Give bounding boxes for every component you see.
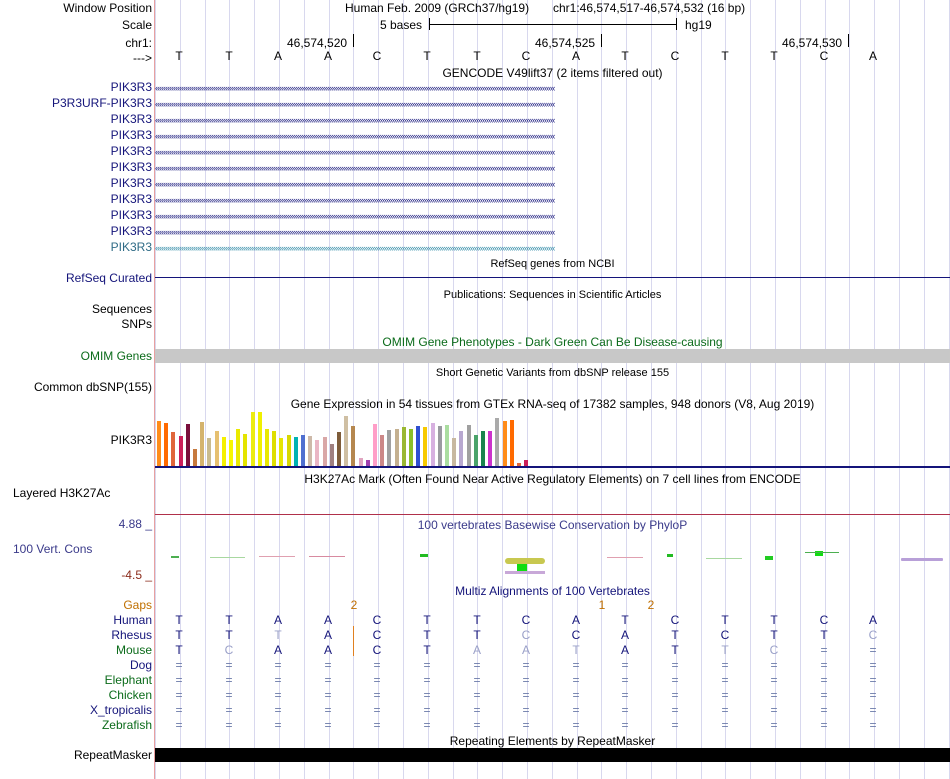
alignment-base: =	[721, 718, 729, 732]
gencode-track-title: GENCODE V49lift37 (2 items filtered out)	[442, 66, 663, 80]
alignment-base: C	[521, 628, 531, 642]
gencode-item-label[interactable]: PIK3R3	[110, 112, 152, 126]
h3k27ac-line[interactable]	[155, 514, 950, 515]
alignment-base: T	[721, 643, 729, 657]
reference-base: C	[372, 49, 382, 63]
ruler-tick	[601, 34, 602, 47]
gtex-tissue-bar[interactable]	[294, 437, 298, 466]
gencode-transcript-line[interactable]: ‹‹‹‹‹‹‹‹‹‹‹‹‹‹‹‹‹‹‹‹‹‹‹‹‹‹‹‹‹‹‹‹‹‹‹‹‹‹‹‹‹‹‹‹‹‹‹‹‹‹‹‹‹‹‹‹‹‹‹‹‹‹‹‹‹‹‹‹‹‹‹‹‹‹‹‹‹‹‹‹‹‹‹‹‹‹‹‹‹‹‹‹‹‹‹‹‹‹‹‹‹‹‹‹‹‹‹‹‹‹‹‹‹‹‹‹‹‹‹‹‹‹‹‹‹‹‹‹‹‹‹‹‹‹‹‹‹‹‹‹‹‹‹‹‹‹‹‹‹‹‹‹‹‹‹‹‹‹‹‹‹‹‹‹‹‹‹‹‹‹‹‹‹‹‹‹‹‹‹‹‹‹‹‹‹‹‹‹‹‹‹‹‹‹‹‹‹‹‹‹	[155, 147, 555, 157]
gtex-tissue-bar[interactable]	[431, 423, 435, 466]
gencode-item-label[interactable]: P3R3URF-PIK3R3	[51, 96, 152, 110]
gencode-item-label[interactable]: PIK3R3	[110, 192, 152, 206]
reference-base: A	[323, 49, 332, 63]
alignment-base: =	[225, 718, 233, 732]
gencode-transcript-line[interactable]: ‹‹‹‹‹‹‹‹‹‹‹‹‹‹‹‹‹‹‹‹‹‹‹‹‹‹‹‹‹‹‹‹‹‹‹‹‹‹‹‹‹‹‹‹‹‹‹‹‹‹‹‹‹‹‹‹‹‹‹‹‹‹‹‹‹‹‹‹‹‹‹‹‹‹‹‹‹‹‹‹‹‹‹‹‹‹‹‹‹‹‹‹‹‹‹‹‹‹‹‹‹‹‹‹‹‹‹‹‹‹‹‹‹‹‹‹‹‹‹‹‹‹‹‹‹‹‹‹‹‹‹‹‹‹‹‹‹‹‹‹‹‹‹‹‹‹‹‹‹‹‹‹‹‹‹‹‹‹‹‹‹‹‹‹‹‹‹‹‹‹‹‹‹‹‹‹‹‹‹‹‹‹‹‹‹‹‹‹‹‹‹‹‹‹‹‹‹‹‹‹	[155, 211, 555, 221]
alignment-base: =	[473, 703, 481, 717]
alignment-base: C	[372, 613, 382, 627]
insertion-marker	[353, 626, 354, 656]
species-label-human: Human	[113, 613, 152, 627]
alignment-base: =	[671, 658, 679, 672]
gtex-tissue-bar[interactable]	[171, 432, 175, 466]
alignment-base: A	[571, 613, 580, 627]
gencode-transcript-line[interactable]: ‹‹‹‹‹‹‹‹‹‹‹‹‹‹‹‹‹‹‹‹‹‹‹‹‹‹‹‹‹‹‹‹‹‹‹‹‹‹‹‹‹‹‹‹‹‹‹‹‹‹‹‹‹‹‹‹‹‹‹‹‹‹‹‹‹‹‹‹‹‹‹‹‹‹‹‹‹‹‹‹‹‹‹‹‹‹‹‹‹‹‹‹‹‹‹‹‹‹‹‹‹‹‹‹‹‹‹‹‹‹‹‹‹‹‹‹‹‹‹‹‹‹‹‹‹‹‹‹‹‹‹‹‹‹‹‹‹‹‹‹‹‹‹‹‹‹‹‹‹‹‹‹‹‹‹‹‹‹‹‹‹‹‹‹‹‹‹‹‹‹‹‹‹‹‹‹‹‹‹‹‹‹‹‹‹‹‹‹‹‹‹‹‹‹‹‹‹‹‹‹	[155, 195, 555, 205]
species-label-dog: Dog	[129, 658, 152, 672]
alignment-base: =	[522, 688, 530, 702]
alignment-base: C	[372, 643, 382, 657]
gap-count: 2	[647, 598, 655, 612]
alignment-base: A	[620, 628, 629, 642]
phylop-values	[171, 551, 943, 574]
repeatmasker-track-label[interactable]: RepeatMasker	[73, 748, 152, 762]
repeatmasker-bar[interactable]	[155, 748, 950, 762]
gencode-transcript-line[interactable]: ‹‹‹‹‹‹‹‹‹‹‹‹‹‹‹‹‹‹‹‹‹‹‹‹‹‹‹‹‹‹‹‹‹‹‹‹‹‹‹‹‹‹‹‹‹‹‹‹‹‹‹‹‹‹‹‹‹‹‹‹‹‹‹‹‹‹‹‹‹‹‹‹‹‹‹‹‹‹‹‹‹‹‹‹‹‹‹‹‹‹‹‹‹‹‹‹‹‹‹‹‹‹‹‹‹‹‹‹‹‹‹‹‹‹‹‹‹‹‹‹‹‹‹‹‹‹‹‹‹‹‹‹‹‹‹‹‹‹‹‹‹‹‹‹‹‹‹‹‹‹‹‹‹‹‹‹‹‹‹‹‹‹‹‹‹‹‹‹‹‹‹‹‹‹‹‹‹‹‹‹‹‹‹‹‹‹‹‹‹‹‹‹‹‹‹‹‹‹‹‹	[155, 179, 555, 189]
gtex-tissue-bar[interactable]	[229, 440, 233, 466]
alignment-base: =	[770, 703, 778, 717]
gtex-tissue-bar[interactable]	[258, 412, 262, 466]
alignment-base: C	[769, 643, 779, 657]
gencode-item-label[interactable]: PIK3R3	[110, 128, 152, 142]
gencode-transcript-line[interactable]: ‹‹‹‹‹‹‹‹‹‹‹‹‹‹‹‹‹‹‹‹‹‹‹‹‹‹‹‹‹‹‹‹‹‹‹‹‹‹‹‹‹‹‹‹‹‹‹‹‹‹‹‹‹‹‹‹‹‹‹‹‹‹‹‹‹‹‹‹‹‹‹‹‹‹‹‹‹‹‹‹‹‹‹‹‹‹‹‹‹‹‹‹‹‹‹‹‹‹‹‹‹‹‹‹‹‹‹‹‹‹‹‹‹‹‹‹‹‹‹‹‹‹‹‹‹‹‹‹‹‹‹‹‹‹‹‹‹‹‹‹‹‹‹‹‹‹‹‹‹‹‹‹‹‹‹‹‹‹‹‹‹‹‹‹‹‹‹‹‹‹‹‹‹‹‹‹‹‹‹‹‹‹‹‹‹‹‹‹‹‹‹‹‹‹‹‹‹‹‹‹	[155, 83, 555, 93]
alignment-base: T	[671, 628, 679, 642]
alignment-base: =	[572, 688, 580, 702]
multiz-track-title: Multiz Alignments of 100 Vertebrates	[455, 584, 650, 598]
alignment-base: =	[373, 688, 381, 702]
phylop-track-label[interactable]: 100 Vert. Cons	[13, 542, 93, 556]
gtex-tissue-bar[interactable]	[251, 412, 255, 466]
gtex-tissue-bar[interactable]	[510, 420, 514, 466]
reference-base: C	[521, 49, 531, 63]
omim-track-label[interactable]: OMIM Genes	[80, 349, 152, 363]
species-label-chicken: Chicken	[108, 688, 152, 702]
alignment-base: =	[324, 703, 332, 717]
alignment-base: =	[621, 673, 629, 687]
ruler-tick	[848, 34, 849, 47]
gencode-transcript-line[interactable]: ‹‹‹‹‹‹‹‹‹‹‹‹‹‹‹‹‹‹‹‹‹‹‹‹‹‹‹‹‹‹‹‹‹‹‹‹‹‹‹‹‹‹‹‹‹‹‹‹‹‹‹‹‹‹‹‹‹‹‹‹‹‹‹‹‹‹‹‹‹‹‹‹‹‹‹‹‹‹‹‹‹‹‹‹‹‹‹‹‹‹‹‹‹‹‹‹‹‹‹‹‹‹‹‹‹‹‹‹‹‹‹‹‹‹‹‹‹‹‹‹‹‹‹‹‹‹‹‹‹‹‹‹‹‹‹‹‹‹‹‹‹‹‹‹‹‹‹‹‹‹‹‹‹‹‹‹‹‹‹‹‹‹‹‹‹‹‹‹‹‹‹‹‹‹‹‹‹‹‹‹‹‹‹‹‹‹‹‹‹‹‹‹‹‹‹‹‹‹‹‹	[155, 115, 555, 125]
alignment-base: =	[820, 703, 828, 717]
dbsnp-track-label[interactable]: Common dbSNP(155)	[33, 380, 152, 394]
refseq-track-label[interactable]: RefSeq Curated	[65, 271, 152, 285]
strand-arrow-label: --->	[133, 51, 152, 65]
alignment-base: =	[721, 688, 729, 702]
alignment-base: =	[770, 658, 778, 672]
reference-base: T	[770, 49, 778, 63]
alignment-base: T	[175, 643, 183, 657]
gtex-tissue-bar[interactable]	[337, 432, 341, 466]
alignment-base: =	[225, 703, 233, 717]
gencode-transcript-line[interactable]: ‹‹‹‹‹‹‹‹‹‹‹‹‹‹‹‹‹‹‹‹‹‹‹‹‹‹‹‹‹‹‹‹‹‹‹‹‹‹‹‹‹‹‹‹‹‹‹‹‹‹‹‹‹‹‹‹‹‹‹‹‹‹‹‹‹‹‹‹‹‹‹‹‹‹‹‹‹‹‹‹‹‹‹‹‹‹‹‹‹‹‹‹‹‹‹‹‹‹‹‹‹‹‹‹‹‹‹‹‹‹‹‹‹‹‹‹‹‹‹‹‹‹‹‹‹‹‹‹‹‹‹‹‹‹‹‹‹‹‹‹‹‹‹‹‹‹‹‹‹‹‹‹‹‹‹‹‹‹‹‹‹‹‹‹‹‹‹‹‹‹‹‹‹‹‹‹‹‹‹‹‹‹‹‹‹‹‹‹‹‹‹‹‹‹‹‹‹‹‹‹	[155, 163, 555, 173]
alignment-base: =	[175, 658, 183, 672]
gencode-item-label[interactable]: PIK3R3	[110, 208, 152, 222]
gtex-tissue-bar[interactable]	[438, 426, 442, 466]
alignment-base: =	[373, 658, 381, 672]
phylop-max-label: 4.88 _	[118, 517, 152, 531]
gencode-item-label[interactable]: PIK3R3	[110, 240, 152, 254]
scale-db: hg19	[685, 18, 712, 32]
alignment-base: =	[770, 673, 778, 687]
alignment-base: T	[770, 628, 778, 642]
reference-base: A	[571, 49, 580, 63]
species-label-zebrafish: Zebrafish	[101, 718, 152, 732]
chr-label: chr1:	[125, 36, 152, 50]
gencode-transcript-line[interactable]: ‹‹‹‹‹‹‹‹‹‹‹‹‹‹‹‹‹‹‹‹‹‹‹‹‹‹‹‹‹‹‹‹‹‹‹‹‹‹‹‹‹‹‹‹‹‹‹‹‹‹‹‹‹‹‹‹‹‹‹‹‹‹‹‹‹‹‹‹‹‹‹‹‹‹‹‹‹‹‹‹‹‹‹‹‹‹‹‹‹‹‹‹‹‹‹‹‹‹‹‹‹‹‹‹‹‹‹‹‹‹‹‹‹‹‹‹‹‹‹‹‹‹‹‹‹‹‹‹‹‹‹‹‹‹‹‹‹‹‹‹‹‹‹‹‹‹‹‹‹‹‹‹‹‹‹‹‹‹‹‹‹‹‹‹‹‹‹‹‹‹‹‹‹‹‹‹‹‹‹‹‹‹‹‹‹‹‹‹‹‹‹‹‹‹‹‹‹‹‹‹	[155, 243, 555, 253]
alignment-base: =	[324, 658, 332, 672]
alignment-base: =	[869, 703, 877, 717]
alignment-base: =	[869, 643, 877, 657]
alignment-base: =	[324, 673, 332, 687]
alignment-base: T	[572, 643, 580, 657]
gtex-tissue-bar[interactable]	[193, 449, 197, 466]
reference-sequence	[155, 49, 950, 63]
reference-base: A	[273, 49, 282, 63]
alignment-base: =	[373, 673, 381, 687]
gtex-tissue-bar[interactable]	[387, 430, 391, 466]
gtex-tissue-bar[interactable]	[236, 429, 240, 466]
phylop-min-label: -4.5 _	[121, 568, 152, 582]
h3k27ac-track-title: H3K27Ac Mark (Often Found Near Active Regulatory Elements) on 7 cell lines from ENCODE	[304, 472, 801, 486]
gtex-tissue-bar[interactable]	[222, 437, 226, 466]
alignment-base: =	[621, 703, 629, 717]
alignment-base: T	[621, 613, 629, 627]
alignment-base: C	[571, 628, 581, 642]
gtex-tissue-bar[interactable]	[215, 431, 219, 466]
gtex-tissue-bar[interactable]	[452, 438, 456, 466]
alignment-base: =	[721, 658, 729, 672]
gaps-label: Gaps	[123, 598, 152, 612]
alignment-base: T	[473, 628, 481, 642]
assembly-title: Human Feb. 2009 (GRCh37/hg19)	[345, 1, 530, 15]
alignment-base: =	[671, 718, 679, 732]
alignment-base: =	[572, 718, 580, 732]
alignment-base: =	[175, 718, 183, 732]
refseq-line[interactable]	[155, 277, 950, 278]
gtex-tissue-bar[interactable]	[330, 444, 334, 466]
publications-track-title: Publications: Sequences in Scientific Articles	[443, 289, 662, 301]
alignment-base: =	[274, 688, 282, 702]
reference-base: T	[473, 49, 481, 63]
gtex-tissue-bar[interactable]	[207, 438, 211, 466]
alignment-base: =	[473, 658, 481, 672]
alignment-base: =	[869, 673, 877, 687]
species-label-xtropicalis: X_tropicalis	[89, 703, 152, 717]
alignment-base: =	[621, 658, 629, 672]
alignment-base: C	[670, 613, 680, 627]
alignment-base: T	[175, 628, 183, 642]
gtex-tissue-bar[interactable]	[402, 427, 406, 466]
alignment-base: C	[868, 628, 878, 642]
alignment-base: T	[770, 613, 778, 627]
gtex-tissue-bar[interactable]	[409, 429, 413, 466]
alignment-base: =	[820, 718, 828, 732]
gencode-item-label[interactable]: PIK3R3	[110, 160, 152, 174]
alignment-base: =	[522, 673, 530, 687]
alignment-base: =	[473, 688, 481, 702]
gtex-baseline	[155, 466, 950, 468]
ruler-tick-label: 46,574,520	[287, 36, 348, 50]
alignment-base: =	[820, 673, 828, 687]
alignment-base: =	[274, 658, 282, 672]
gtex-track-title: Gene Expression in 54 tissues from GTEx RNA-seq of 17382 samples, 948 donors (V8, Aug 2019)	[290, 397, 815, 411]
gencode-item-label[interactable]: PIK3R3	[110, 80, 152, 94]
alignment-base: T	[423, 628, 431, 642]
ruler-tick	[353, 34, 354, 47]
alignment-base: =	[473, 673, 481, 687]
gtex-bar-graph[interactable]	[155, 411, 950, 466]
alignment-base: =	[423, 703, 431, 717]
h3k27ac-track-label[interactable]: Layered H3K27Ac	[13, 486, 111, 500]
alignment-base: =	[671, 688, 679, 702]
alignment-base: A	[273, 613, 282, 627]
alignment-base: =	[274, 673, 282, 687]
alignment-base: C	[521, 613, 531, 627]
alignment-base: =	[522, 718, 530, 732]
gtex-tissue-bar[interactable]	[416, 426, 420, 466]
gtex-tissue-bar[interactable]	[323, 437, 327, 466]
publications-snps-label[interactable]: SNPs	[121, 317, 152, 331]
phylop-track-title: 100 vertebrates Basewise Conservation by PhyloP	[417, 518, 688, 532]
alignment-base: =	[423, 718, 431, 732]
gap-count: 2	[350, 598, 358, 612]
publications-sequences-label[interactable]: Sequences	[91, 302, 152, 316]
alignment-base: =	[225, 688, 233, 702]
gtex-tissue-bar[interactable]	[474, 435, 478, 466]
gencode-transcript-line[interactable]: ‹‹‹‹‹‹‹‹‹‹‹‹‹‹‹‹‹‹‹‹‹‹‹‹‹‹‹‹‹‹‹‹‹‹‹‹‹‹‹‹‹‹‹‹‹‹‹‹‹‹‹‹‹‹‹‹‹‹‹‹‹‹‹‹‹‹‹‹‹‹‹‹‹‹‹‹‹‹‹‹‹‹‹‹‹‹‹‹‹‹‹‹‹‹‹‹‹‹‹‹‹‹‹‹‹‹‹‹‹‹‹‹‹‹‹‹‹‹‹‹‹‹‹‹‹‹‹‹‹‹‹‹‹‹‹‹‹‹‹‹‹‹‹‹‹‹‹‹‹‹‹‹‹‹‹‹‹‹‹‹‹‹‹‹‹‹‹‹‹‹‹‹‹‹‹‹‹‹‹‹‹‹‹‹‹‹‹‹‹‹‹‹‹‹‹‹‹‹‹‹	[155, 99, 555, 109]
gtex-tissue-bar[interactable]	[423, 427, 427, 466]
alignment-base: =	[820, 688, 828, 702]
omim-track-title: OMIM Gene Phenotypes - Dark Green Can Be Disease-causing	[382, 335, 723, 349]
alignment-base: =	[572, 673, 580, 687]
reference-base: T	[621, 49, 629, 63]
gtex-tissue-bar[interactable]	[395, 429, 399, 466]
gtex-tissue-bar[interactable]	[315, 440, 319, 466]
alignment-base: =	[423, 673, 431, 687]
alignment-base: A	[868, 613, 877, 627]
alignment-base: C	[819, 613, 829, 627]
species-label-elephant: Elephant	[104, 673, 152, 687]
gap-count: 1	[598, 598, 606, 612]
reference-base: T	[721, 49, 729, 63]
alignment-base: C	[720, 628, 730, 642]
alignment-base: =	[671, 703, 679, 717]
gtex-tissue-bar[interactable]	[344, 416, 348, 466]
gtex-tissue-bar[interactable]	[157, 421, 161, 466]
reference-base: A	[868, 49, 877, 63]
repeatmasker-track-title: Repeating Elements by RepeatMasker	[449, 734, 656, 748]
alignment-base: T	[721, 613, 729, 627]
gtex-tissue-bar[interactable]	[164, 423, 168, 466]
window-position-label: Window Position	[63, 1, 152, 15]
alignment-base: =	[175, 673, 183, 687]
alignment-base: =	[225, 658, 233, 672]
gtex-tissue-bar[interactable]	[279, 438, 283, 466]
alignment-base: A	[273, 643, 282, 657]
gtex-tissue-bar[interactable]	[351, 426, 355, 466]
position-readout: chr1:46,574,517-46,574,532 (16 bp)	[553, 1, 746, 15]
gencode-item-label[interactable]: PIK3R3	[110, 176, 152, 190]
alignment-base: A	[323, 643, 332, 657]
alignment-base: C	[224, 643, 234, 657]
gtex-tissue-bar[interactable]	[495, 418, 499, 466]
reference-base: C	[819, 49, 829, 63]
alignment-base: =	[869, 688, 877, 702]
alignment-base: =	[175, 703, 183, 717]
alignment-base: T	[423, 613, 431, 627]
gtex-tissue-bar[interactable]	[301, 435, 305, 466]
gtex-tissue-bar[interactable]	[272, 431, 276, 466]
alignment-base: =	[373, 718, 381, 732]
gtex-tissue-bar[interactable]	[265, 429, 269, 466]
alignment-base: =	[274, 703, 282, 717]
reference-base: C	[670, 49, 680, 63]
alignment-base: A	[472, 643, 481, 657]
alignment-base: =	[820, 658, 828, 672]
alignment-base: C	[372, 628, 382, 642]
alignment-base: =	[869, 658, 877, 672]
alignment-base: T	[225, 628, 233, 642]
gencode-item-label[interactable]: PIK3R3	[110, 144, 152, 158]
species-label-mouse: Mouse	[115, 643, 152, 657]
gencode-item-label[interactable]: PIK3R3	[110, 224, 152, 238]
alignment-base: =	[621, 688, 629, 702]
ruler-tick-label: 46,574,530	[782, 36, 843, 50]
track-image-panel[interactable]	[155, 0, 950, 779]
alignment-base: =	[770, 718, 778, 732]
alignment-base: =	[721, 673, 729, 687]
alignment-base: =	[572, 703, 580, 717]
reference-base: T	[175, 49, 183, 63]
reference-base: T	[423, 49, 431, 63]
reference-base: T	[225, 49, 233, 63]
species-label-rhesus: Rhesus	[111, 628, 152, 642]
gtex-tissue-bar[interactable]	[287, 435, 291, 466]
gtex-track-label[interactable]: PIK3R3	[110, 433, 152, 447]
dbsnp-track-title: Short Genetic Variants from dbSNP release 155	[435, 367, 670, 379]
gtex-tissue-bar[interactable]	[243, 434, 247, 466]
alignment-base: =	[869, 718, 877, 732]
alignment-base: T	[820, 628, 828, 642]
phylop-graph[interactable]	[155, 540, 950, 580]
gtex-tissue-bar[interactable]	[308, 436, 312, 466]
gtex-tissue-bar[interactable]	[179, 436, 183, 466]
gtex-tissue-bar[interactable]	[459, 431, 463, 466]
ruler-tick-label: 46,574,525	[535, 36, 596, 50]
gtex-tissue-bar[interactable]	[445, 425, 449, 466]
gtex-tissue-bar[interactable]	[186, 424, 190, 466]
alignment-base: =	[324, 718, 332, 732]
track-labels-panel	[0, 0, 154, 779]
alignment-base: =	[274, 718, 282, 732]
gtex-tissue-bar[interactable]	[503, 421, 507, 466]
gtex-tissue-bar[interactable]	[380, 435, 384, 466]
gtex-tissue-bar[interactable]	[359, 458, 363, 466]
gtex-tissue-bar[interactable]	[373, 424, 377, 466]
alignment-base: T	[671, 643, 679, 657]
alignment-base: T	[473, 613, 481, 627]
alignment-base: =	[522, 658, 530, 672]
alignment-base: T	[274, 628, 282, 642]
scale-bar	[429, 18, 677, 32]
alignment-base: =	[373, 703, 381, 717]
alignment-base: =	[473, 718, 481, 732]
alignment-base: =	[522, 703, 530, 717]
alignment-base: =	[820, 643, 828, 657]
alignment-base: A	[620, 643, 629, 657]
gencode-transcript-line[interactable]: ‹‹‹‹‹‹‹‹‹‹‹‹‹‹‹‹‹‹‹‹‹‹‹‹‹‹‹‹‹‹‹‹‹‹‹‹‹‹‹‹‹‹‹‹‹‹‹‹‹‹‹‹‹‹‹‹‹‹‹‹‹‹‹‹‹‹‹‹‹‹‹‹‹‹‹‹‹‹‹‹‹‹‹‹‹‹‹‹‹‹‹‹‹‹‹‹‹‹‹‹‹‹‹‹‹‹‹‹‹‹‹‹‹‹‹‹‹‹‹‹‹‹‹‹‹‹‹‹‹‹‹‹‹‹‹‹‹‹‹‹‹‹‹‹‹‹‹‹‹‹‹‹‹‹‹‹‹‹‹‹‹‹‹‹‹‹‹‹‹‹‹‹‹‹‹‹‹‹‹‹‹‹‹‹‹‹‹‹‹‹‹‹‹‹‹‹‹‹‹‹	[155, 131, 555, 141]
refseq-track-title: RefSeq genes from NCBI	[490, 258, 615, 270]
alignment-base: =	[721, 703, 729, 717]
alignment-base: =	[225, 673, 233, 687]
omim-bar[interactable]	[155, 349, 950, 363]
alignment-base: T	[225, 613, 233, 627]
alignment-base: =	[671, 673, 679, 687]
alignment-base: =	[324, 688, 332, 702]
alignment-base: =	[770, 688, 778, 702]
alignment-base: T	[423, 643, 431, 657]
alignment-base: =	[572, 658, 580, 672]
gtex-tissue-bar[interactable]	[467, 425, 471, 466]
alignment-base: A	[323, 613, 332, 627]
gencode-transcript-line[interactable]: ‹‹‹‹‹‹‹‹‹‹‹‹‹‹‹‹‹‹‹‹‹‹‹‹‹‹‹‹‹‹‹‹‹‹‹‹‹‹‹‹‹‹‹‹‹‹‹‹‹‹‹‹‹‹‹‹‹‹‹‹‹‹‹‹‹‹‹‹‹‹‹‹‹‹‹‹‹‹‹‹‹‹‹‹‹‹‹‹‹‹‹‹‹‹‹‹‹‹‹‹‹‹‹‹‹‹‹‹‹‹‹‹‹‹‹‹‹‹‹‹‹‹‹‹‹‹‹‹‹‹‹‹‹‹‹‹‹‹‹‹‹‹‹‹‹‹‹‹‹‹‹‹‹‹‹‹‹‹‹‹‹‹‹‹‹‹‹‹‹‹‹‹‹‹‹‹‹‹‹‹‹‹‹‹‹‹‹‹‹‹‹‹‹‹‹‹‹‹‹‹	[155, 227, 555, 237]
alignment-base: =	[175, 688, 183, 702]
alignment-base: =	[423, 688, 431, 702]
alignment-base: =	[621, 718, 629, 732]
scale-text: 5 bases	[380, 18, 423, 32]
alignment-base: =	[423, 658, 431, 672]
gtex-tissue-bar[interactable]	[481, 431, 485, 466]
gtex-tissue-bar[interactable]	[488, 431, 492, 466]
alignment-base: A	[323, 628, 332, 642]
alignment-base: A	[521, 643, 530, 657]
scale-label: Scale	[121, 18, 152, 32]
gtex-tissue-bar[interactable]	[200, 422, 204, 466]
alignment-base: T	[175, 613, 183, 627]
